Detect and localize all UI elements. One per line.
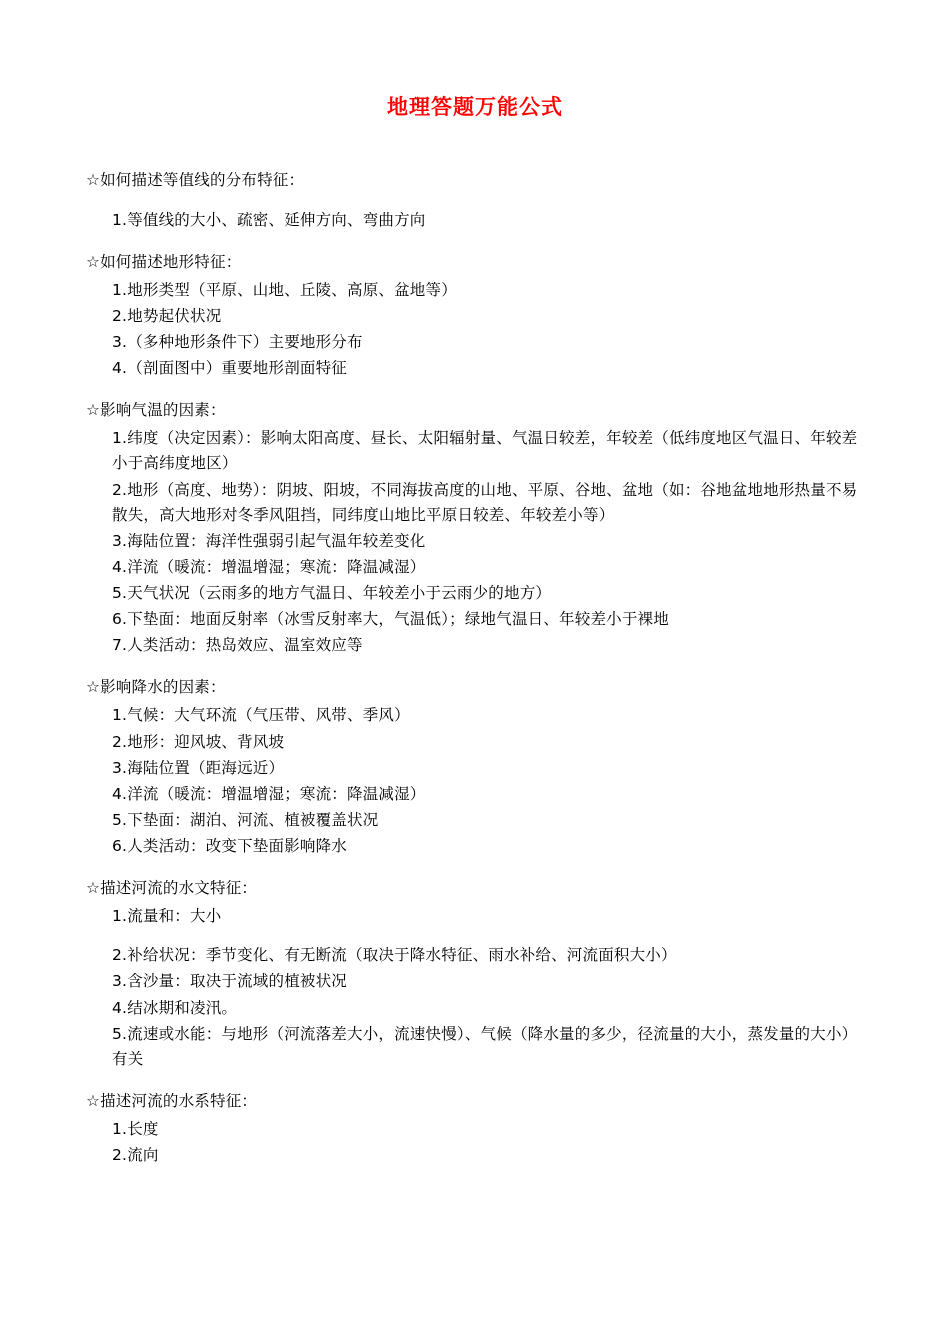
content-section bbox=[86, 876, 864, 1072]
list-item: 6.下垫面：地面反射率（冰雪反射率大，气温低）；绿地气温日、年较差小于裸地 bbox=[112, 610, 669, 629]
section-heading: ☆描述河流的水系特征： bbox=[86, 1091, 258, 1110]
list-item: 2.地形（高度、地势）：阴坡、阳坡，不同海拔高度的山地、平原、谷地、盆地（如：谷地盆地地形热量不易散失，高大地形对冬季风阻挡，同纬度山地比平原日较差、年较差小等） bbox=[112, 480, 858, 524]
list-item: 4.洋流（暖流：增温增湿；寒流：降温减湿） bbox=[112, 557, 426, 576]
list-item: 1.气候：大气环流（气压带、风带、季风） bbox=[112, 706, 410, 725]
section-heading: ☆影响降水的因素： bbox=[86, 678, 226, 697]
content-section bbox=[86, 1089, 864, 1168]
list-item: 3.海陆位置（距海远近） bbox=[112, 758, 285, 777]
list-item: 5.流速或水能：与地形（河流落差大小，流速快慢）、气候（降水量的多少，径流量的大小，蒸发量的大小）有关 bbox=[112, 1024, 858, 1068]
list-item: 7.人类活动：热岛效应、温室效应等 bbox=[112, 636, 363, 655]
list-item: 2.流向 bbox=[112, 1146, 159, 1165]
list-item: 3.海陆位置：海洋性强弱引起气温年较差变化 bbox=[112, 531, 426, 550]
document-body bbox=[86, 168, 864, 1169]
list-item: 4.洋流（暖流：增温增湿；寒流：降温减湿） bbox=[112, 784, 426, 803]
section-heading: ☆如何描述地形特征： bbox=[86, 252, 242, 271]
list-item: 4.（剖面图中）重要地形剖面特征 bbox=[112, 359, 347, 378]
list-item: 1.地形类型（平原、山地、丘陵、高原、盆地等） bbox=[112, 280, 457, 299]
list-item: 1.流量和：大小 bbox=[112, 907, 222, 926]
section-heading: ☆影响气温的因素： bbox=[86, 401, 226, 420]
list-item: 5.天气状况（云雨多的地方气温日、年较差小于云雨少的地方） bbox=[112, 584, 552, 603]
content-section bbox=[86, 675, 864, 859]
content-section bbox=[86, 398, 864, 658]
vertical-spacer bbox=[86, 196, 864, 208]
list-item: 3.含沙量：取决于流域的植被状况 bbox=[112, 972, 347, 991]
page-title: 地理答题万能公式 bbox=[387, 95, 563, 119]
section-heading: ☆描述河流的水文特征： bbox=[86, 879, 258, 898]
list-item: 2.补给状况：季节变化、有无断流（取决于降水特征、雨水补给、河流面积大小） bbox=[112, 946, 677, 965]
list-item: 6.人类活动：改变下垫面影响降水 bbox=[112, 837, 347, 856]
list-item: 2.地势起伏状况 bbox=[112, 306, 222, 325]
list-item: 1.纬度（决定因素）：影响太阳高度、昼长、太阳辐射量、气温日较差，年较差（低纬度地区气温日、年较差小于高纬度地区） bbox=[112, 429, 858, 473]
list-item: 5.下垫面：湖泊、河流、植被覆盖状况 bbox=[112, 810, 379, 829]
list-item: 1.长度 bbox=[112, 1120, 159, 1138]
content-section bbox=[86, 250, 864, 382]
list-item: 3.（多种地形条件下）主要地形分布 bbox=[112, 333, 363, 352]
list-item: 2.地形：迎风坡、背风坡 bbox=[112, 732, 285, 751]
content-section bbox=[86, 168, 864, 233]
list-item: 1.等值线的大小、疏密、延伸方向、弯曲方向 bbox=[112, 210, 426, 229]
section-heading: ☆如何描述等值线的分布特征： bbox=[86, 170, 305, 189]
list-item: 4.结冰期和凌汛。 bbox=[112, 998, 238, 1017]
